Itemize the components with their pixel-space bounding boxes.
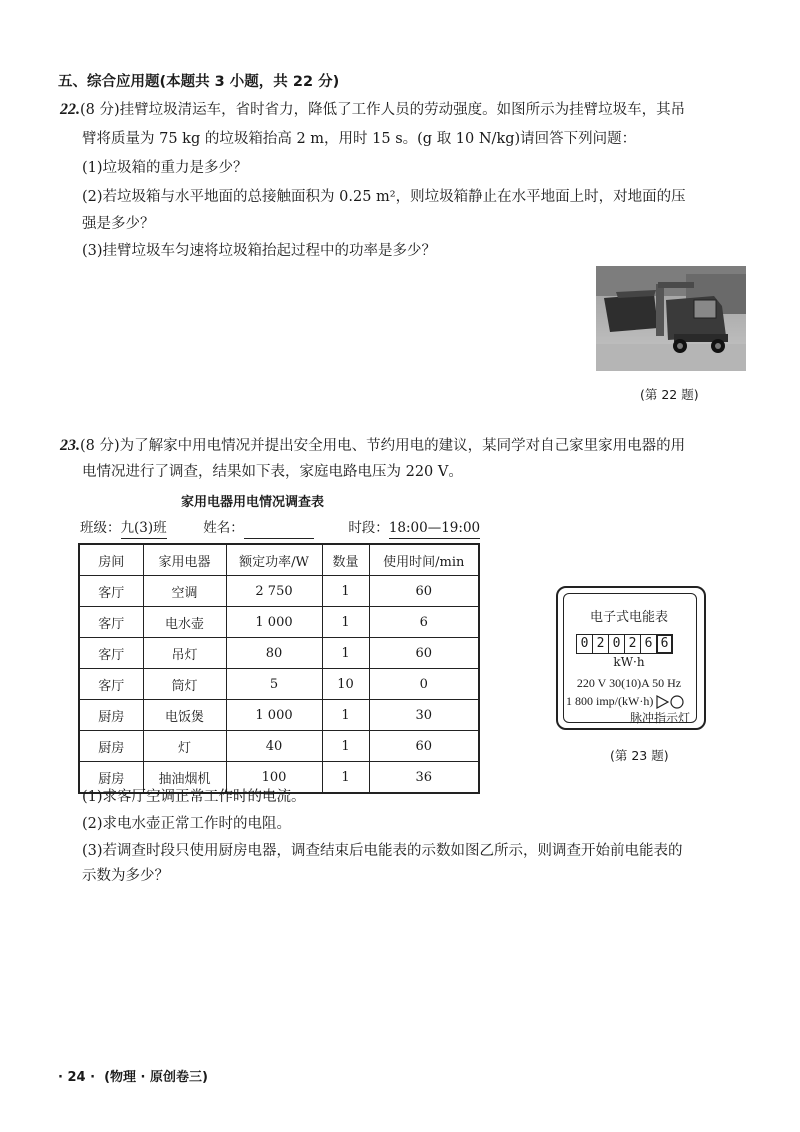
name-blank — [244, 518, 314, 539]
table-cell: 1 000 — [226, 700, 322, 731]
section-heading: 五、综合应用题(本题共 3 小题，共 22 分) — [58, 74, 340, 90]
meter-digit: 6 — [640, 634, 657, 654]
table-cell: 抽油烟机 — [143, 762, 226, 794]
table-cell: 60 — [369, 638, 479, 669]
table-cell: 电水壶 — [143, 607, 226, 638]
table-cell: 厨房 — [79, 731, 143, 762]
table-cell: 厨房 — [79, 762, 143, 794]
table-row — [79, 638, 479, 669]
question-22-sub-2-line-1: (2)若垃圾箱与水平地面的总接触面积为 0.25 m²，则垃圾箱静止在水平地面上时，对地面的压 — [82, 189, 686, 205]
table-header-cell: 家用电器 — [143, 544, 226, 576]
meter-digit: 0 — [576, 634, 593, 654]
page-footer: · 24 · (物理 · 原创卷三) — [58, 1070, 208, 1085]
question-22-sub-3: (3)挂臂垃圾车匀速将垃圾箱抬起过程中的功率是多少？ — [82, 243, 437, 259]
table-header-cell: 使用时间/min — [369, 544, 479, 576]
table-cell: 2 750 — [226, 576, 322, 607]
figure-22-caption: (第 22 题) — [640, 387, 699, 402]
table-cell: 1 — [322, 700, 369, 731]
table-cell: 客厅 — [79, 638, 143, 669]
table-cell: 36 — [369, 762, 479, 794]
question-23-number: 23. — [60, 437, 80, 454]
meter-digit-display — [576, 632, 672, 654]
table-row — [79, 700, 479, 731]
figure-23-caption: (第 23 题) — [610, 748, 669, 763]
table-cell: 1 000 — [226, 607, 322, 638]
table-cell: 客厅 — [79, 669, 143, 700]
table-cell: 厨房 — [79, 700, 143, 731]
table-header-cell: 房间 — [79, 544, 143, 576]
pulse-indicator-label: 脉冲指示灯 — [630, 711, 691, 725]
table-header-row — [79, 544, 479, 576]
meter-title: 电子式电能表 — [589, 610, 668, 625]
table-row — [79, 669, 479, 700]
table-cell: 40 — [226, 731, 322, 762]
meter-unit: kW·h — [613, 655, 645, 669]
question-23-sub-1: (1)求客厅空调正常工作时的电流。 — [82, 789, 306, 805]
table-cell: 空调 — [143, 576, 226, 607]
table-cell: 30 — [369, 700, 479, 731]
garbage-truck-photo — [596, 266, 746, 371]
table-cell: 60 — [369, 576, 479, 607]
table-row — [79, 607, 479, 638]
table-header-cell: 数量 — [322, 544, 369, 576]
table-cell: 灯 — [143, 731, 226, 762]
meter-digit: 0 — [608, 634, 625, 654]
table-row — [79, 731, 479, 762]
table-header-cell: 额定功率/W — [226, 544, 322, 576]
table-cell: 100 — [226, 762, 322, 794]
time-label: 时段： — [348, 520, 389, 536]
question-22-sub-1: (1)垃圾箱的重力是多少？ — [82, 160, 248, 176]
question-22-line-1 — [60, 100, 685, 120]
table-cell: 10 — [322, 669, 369, 700]
survey-info-row — [80, 518, 480, 539]
survey-table — [78, 543, 480, 794]
table-cell: 筒灯 — [143, 669, 226, 700]
question-23-text-1: (8 分)为了解家中用电情况并提出安全用电、节约用电的建议，某同学对自己家里家用电器的用 — [80, 438, 686, 454]
question-23-line-2: 电情况进行了调查，结果如下表，家庭电路电压为 220 V。 — [82, 464, 463, 480]
table-cell: 0 — [369, 669, 479, 700]
table-cell: 吊灯 — [143, 638, 226, 669]
question-23-sub-3-line-2: 示数为多少？ — [82, 868, 169, 884]
table-cell: 1 — [322, 607, 369, 638]
question-23-sub-3-line-1: (3)若调查时段只使用厨房电器，调查结束后电能表的示数如图乙所示，则调查开始前电能表的 — [82, 843, 683, 859]
question-23-line-1 — [60, 436, 685, 456]
question-22-text-1: (8 分)挂臂垃圾清运车，省时省力，降低了工作人员的劳动强度。如图所示为挂臂垃圾车，其吊 — [80, 102, 686, 118]
pulse-indicator-icon — [656, 695, 686, 709]
question-23-sub-2: (2)求电水壶正常工作时的电阻。 — [82, 816, 292, 832]
question-22-line-2: 臂将质量为 75 kg 的垃圾箱抬高 2 m，用时 15 s。(g 取 10 N/kg)请回答下列问题： — [82, 131, 637, 147]
meter-spec-2 — [566, 694, 686, 709]
table-row — [79, 576, 479, 607]
table-cell: 80 — [226, 638, 322, 669]
class-value: 九(3)班 — [121, 518, 167, 539]
table-cell: 1 — [322, 576, 369, 607]
meter-digit: 2 — [624, 634, 641, 654]
time-value: 18:00—19:00 — [389, 518, 480, 539]
table-cell: 60 — [369, 731, 479, 762]
meter-spec-1: 220 V 30(10)A 50 Hz — [576, 676, 682, 690]
meter-digit-decimal: 6 — [656, 634, 673, 654]
question-22-number: 22. — [60, 101, 80, 118]
table-cell: 1 — [322, 638, 369, 669]
meter-spec-2-text: 1 800 imp/(kW·h) — [566, 694, 654, 708]
table-cell: 客厅 — [79, 576, 143, 607]
meter-digit: 2 — [592, 634, 609, 654]
table-cell: 6 — [369, 607, 479, 638]
table-cell: 5 — [226, 669, 322, 700]
survey-table-title: 家用电器用电情况调查表 — [181, 495, 325, 510]
table-cell: 客厅 — [79, 607, 143, 638]
table-cell: 电饭煲 — [143, 700, 226, 731]
table-cell: 1 — [322, 762, 369, 794]
question-22-sub-2-line-2: 强是多少？ — [82, 216, 155, 232]
table-cell: 1 — [322, 731, 369, 762]
class-label: 班级： — [80, 520, 121, 536]
name-label: 姓名： — [203, 520, 244, 536]
